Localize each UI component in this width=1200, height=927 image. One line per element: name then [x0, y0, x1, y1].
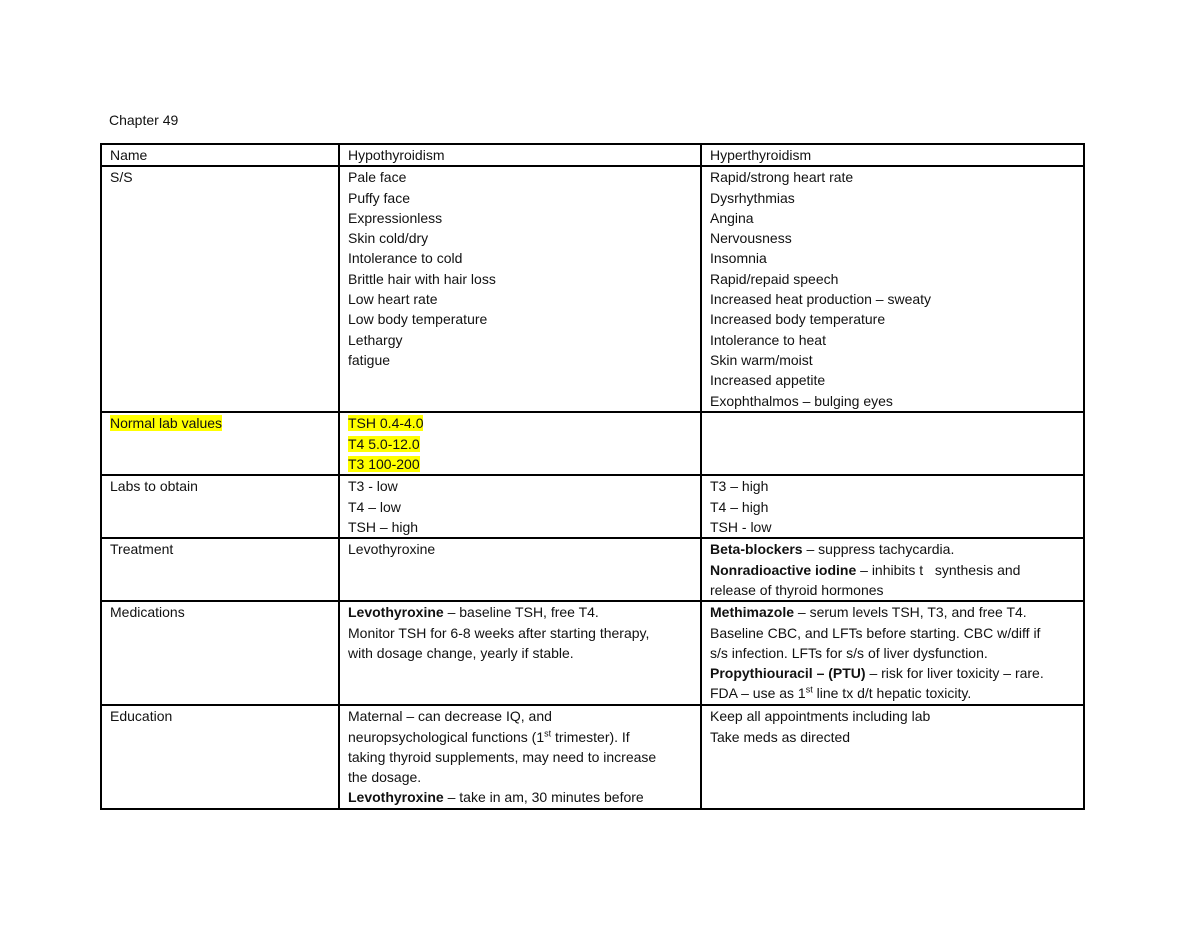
ss-hyper-item: Angina: [710, 209, 754, 226]
medications-hypo-cell: [339, 601, 701, 705]
lab-item: T4 – high: [710, 498, 769, 515]
normal-lab-value: T4 5.0-12.0: [348, 435, 420, 452]
education-line: [348, 727, 694, 747]
treatment-hypo-cell: [339, 538, 701, 601]
treatment-item: release of thyroid hormones: [710, 581, 884, 598]
ss-hypo-item: Expressionless: [348, 209, 443, 226]
medication-line: Monitor TSH for 6-8 weeks after starting therapy,: [348, 624, 650, 641]
education-hypo-cell: [339, 705, 701, 808]
medication-line: [710, 683, 1077, 703]
ss-hyper-item: Intolerance to heat: [710, 331, 826, 348]
page-title: Chapter 49: [109, 112, 179, 128]
education-line: taking thyroid supplements, may need to increase: [348, 748, 657, 765]
drug-note: – baseline TSH, free T4.: [443, 604, 599, 621]
labs-hyper-cell: [701, 475, 1084, 538]
row-label-medications: Medications: [101, 601, 339, 705]
medications-hyper-cell: [701, 601, 1084, 705]
drug-note: – serum levels TSH, T3, and free T4.: [794, 604, 1027, 621]
drug-name: Propythiouracil – (PTU): [710, 665, 866, 682]
medication-line: [348, 602, 694, 622]
table-row-labs-to-obtain: [101, 475, 1084, 538]
lab-item: TSH – high: [348, 518, 419, 535]
ss-hypo-item: Brittle hair with hair loss: [348, 270, 496, 287]
education-line: Maternal – can decrease IQ, and: [348, 708, 552, 725]
ss-hyper-item: Rapid/strong heart rate: [710, 169, 854, 186]
ss-hypo-item: Pale face: [348, 169, 407, 186]
medication-text: line tx d/t hepatic toxicity.: [812, 685, 972, 702]
ordinal-superscript: st: [805, 684, 813, 695]
lab-item: T4 – low: [348, 498, 401, 515]
ss-hyper-cell: [701, 166, 1084, 412]
medication-line: Baseline CBC, and LFTs before starting. CBC w/diff if: [710, 624, 1041, 641]
ss-hyper-item: Dysrhythmias: [710, 189, 795, 206]
table-row-treatment: [101, 538, 1084, 601]
ss-hyper-item: Increased appetite: [710, 372, 826, 389]
treatment-hyper-cell: [701, 538, 1084, 601]
table-row-signs-symptoms: [101, 166, 1084, 412]
table-row-medications: [101, 601, 1084, 705]
drug-name: Methimazole: [710, 604, 795, 621]
header-hyperthyroidism: Hyperthyroidism: [701, 144, 1084, 166]
education-text: neuropsychological functions (1: [348, 728, 545, 745]
row-label-labs-to-obtain: Labs to obtain: [101, 475, 339, 538]
ss-hyper-item: Skin warm/moist: [710, 351, 813, 368]
ss-hyper-item: Rapid/repaid speech: [710, 270, 839, 287]
treatment-item: [710, 560, 1077, 580]
drug-note: – inhibits t synthesis and: [856, 561, 1021, 578]
drug-name: Levothyroxine: [348, 789, 444, 806]
education-line: [348, 787, 694, 807]
ss-hypo-item: Lethargy: [348, 331, 403, 348]
medication-line: s/s infection. LFTs for s/s of liver dysfunction.: [710, 644, 988, 661]
drug-note: – risk for liver toxicity – rare.: [865, 665, 1044, 682]
treatment-item: Levothyroxine: [348, 541, 436, 558]
lab-item: T3 - low: [348, 478, 398, 495]
ss-hypo-item: Skin cold/dry: [348, 230, 429, 247]
ss-hypo-item: fatigue: [348, 351, 391, 368]
ss-hyper-item: Insomnia: [710, 250, 767, 267]
header-name: Name: [101, 144, 339, 166]
table-row-normal-labs: [101, 412, 1084, 475]
ordinal-superscript: st: [544, 727, 552, 738]
table-row-education: [101, 705, 1084, 808]
ss-hypo-cell: [339, 166, 701, 412]
ss-hyper-item: Increased body temperature: [710, 311, 886, 328]
medication-text: FDA – use as 1: [710, 685, 806, 702]
ss-hypo-item: Low heart rate: [348, 291, 438, 308]
education-hyper-cell: [701, 705, 1084, 808]
ss-hypo-item: Intolerance to cold: [348, 250, 463, 267]
education-line: the dosage.: [348, 769, 422, 786]
ss-hyper-item: Exophthalmos – bulging eyes: [710, 392, 893, 409]
row-label-ss: S/S: [101, 166, 339, 412]
treatment-item: [710, 539, 1077, 559]
normal-labs-hypo-cell: [339, 412, 701, 475]
drug-name: Levothyroxine: [348, 604, 444, 621]
drug-note: – suppress tachycardia.: [802, 541, 955, 558]
ss-hypo-item: Puffy face: [348, 189, 411, 206]
comparison-table: [100, 143, 1085, 810]
normal-labs-label-highlight: Normal lab values: [110, 415, 223, 432]
medication-line: [710, 663, 1077, 683]
normal-lab-value: TSH 0.4-4.0: [348, 415, 424, 432]
lab-item: TSH - low: [710, 518, 772, 535]
drug-name: Beta-blockers: [710, 541, 803, 558]
row-label-treatment: Treatment: [101, 538, 339, 601]
row-label-education: Education: [101, 705, 339, 808]
drug-note: – take in am, 30 minutes before: [443, 789, 644, 806]
lab-item: T3 – high: [710, 478, 769, 495]
labs-hypo-cell: [339, 475, 701, 538]
normal-labs-hyper-cell: [701, 412, 1084, 475]
ss-hyper-item: Nervousness: [710, 230, 792, 247]
ss-hyper-item: Increased heat production – sweaty: [710, 291, 932, 308]
header-hypothyroidism: Hypothyroidism: [339, 144, 701, 166]
medication-line: with dosage change, yearly if stable.: [348, 644, 574, 661]
medication-line: [710, 602, 1077, 622]
drug-name: Nonradioactive iodine: [710, 561, 857, 578]
normal-lab-value: T3 100-200: [348, 455, 420, 472]
education-line: Keep all appointments including lab: [710, 708, 931, 725]
row-label-normal-labs: [101, 412, 339, 475]
education-text: trimester). If: [551, 728, 630, 745]
table-header-row: [101, 144, 1084, 166]
ss-hypo-item: Low body temperature: [348, 311, 488, 328]
education-line: Take meds as directed: [710, 728, 851, 745]
